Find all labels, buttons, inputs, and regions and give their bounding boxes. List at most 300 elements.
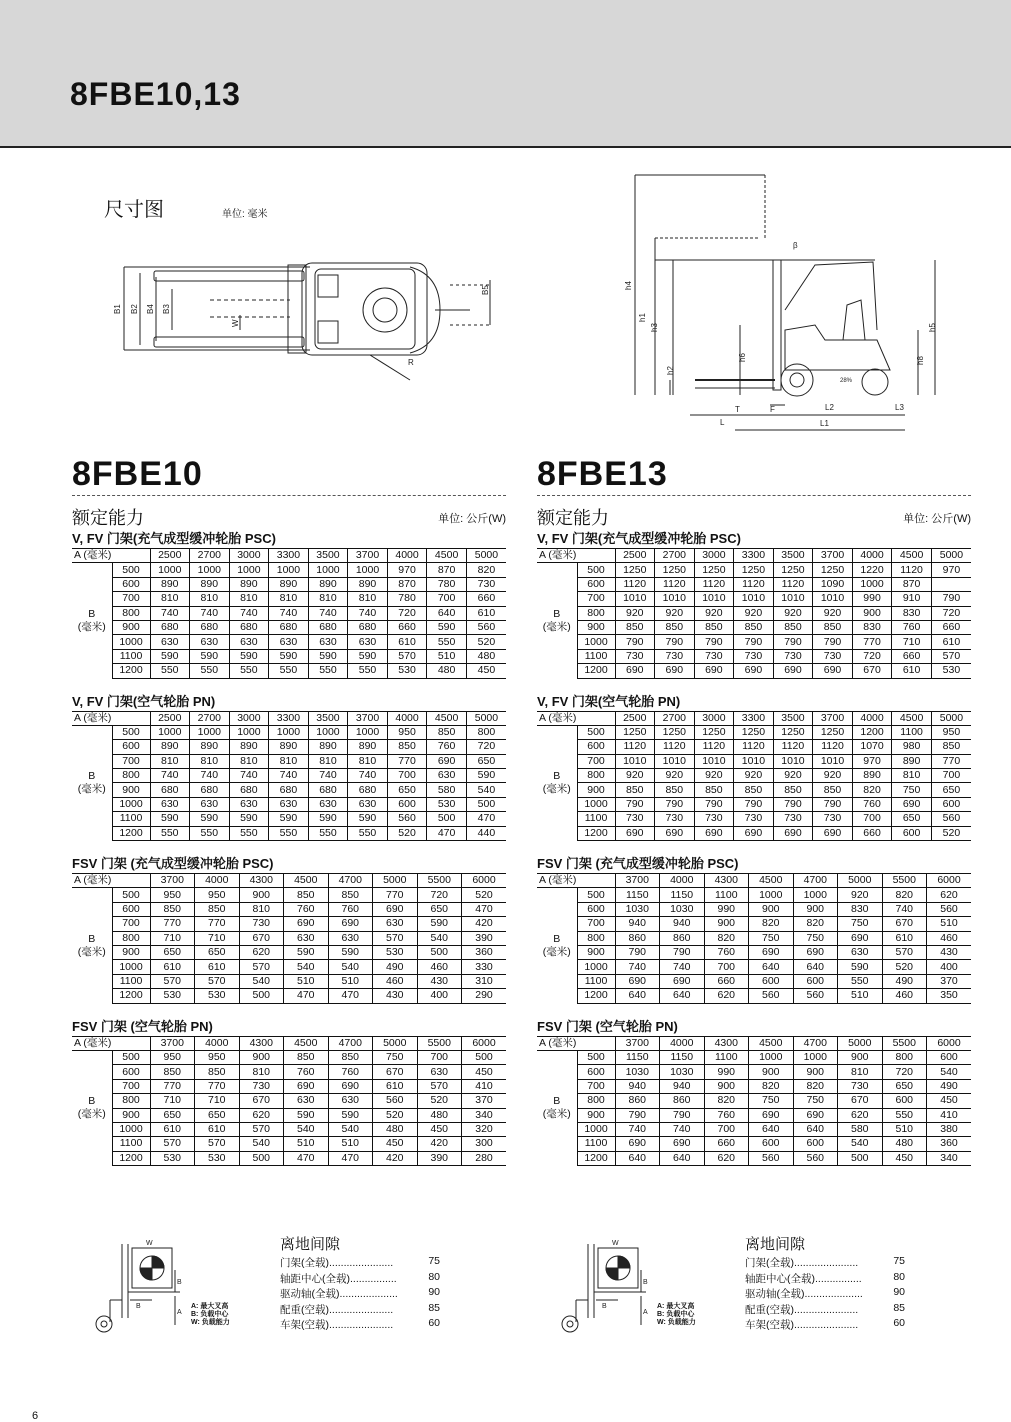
capacity-cell: 620	[704, 1151, 749, 1165]
capacity-cell: 740	[308, 606, 348, 620]
capacity-cell: 900	[793, 902, 838, 916]
capacity-cell: 790	[655, 635, 695, 649]
capacity-cell: 690	[773, 664, 813, 678]
capacity-cell: 570	[239, 960, 284, 974]
capacity-cell: 970	[852, 754, 892, 768]
capacity-cell: 710	[150, 1094, 195, 1108]
b-header	[537, 563, 577, 678]
capacity-cell: 810	[239, 902, 284, 916]
capacity-cell: 470	[328, 1151, 373, 1165]
column-header: 4700	[793, 1036, 838, 1050]
capacity-cell: 740	[269, 606, 309, 620]
b-header	[537, 1050, 577, 1165]
capacity-cell: 920	[838, 888, 883, 902]
capacity-cell: 920	[773, 769, 813, 783]
b-value: 1000	[577, 960, 615, 974]
capacity-cell: 640	[749, 960, 794, 974]
column-header: 3700	[813, 549, 853, 563]
column-header: 4300	[239, 874, 284, 888]
capacity-cell: 1120	[734, 577, 774, 591]
label-h1: h1	[638, 313, 647, 322]
capacity-cell: 550	[190, 664, 230, 678]
column-header: 4500	[749, 1036, 794, 1050]
column-header: 5500	[417, 1036, 462, 1050]
column-header: 5000	[373, 874, 418, 888]
capacity-cell: 600	[749, 1137, 794, 1151]
table-row	[72, 931, 506, 945]
capacity-cell: 500	[417, 945, 462, 959]
legend-b-key: B:	[191, 1311, 199, 1318]
capacity-cell: 810	[150, 754, 190, 768]
capacity-cell: 610	[931, 635, 971, 649]
column-header: 3700	[813, 711, 853, 725]
b-value: 900	[112, 945, 150, 959]
table-row	[537, 563, 971, 577]
capacity-cell: 550	[348, 826, 388, 840]
b-value: 500	[577, 888, 615, 902]
b-value: 800	[112, 769, 150, 783]
capacity-cell: 520	[882, 960, 927, 974]
clearance-label: 轴距中心(全载)................	[280, 1272, 397, 1285]
capacity-cell: 630	[838, 945, 883, 959]
column-header: 5000	[931, 711, 971, 725]
capacity-cell: 790	[615, 635, 655, 649]
capacity-cell: 1100	[704, 1050, 749, 1064]
capacity-cell: 630	[417, 1065, 462, 1079]
capacity-cell: 720	[387, 606, 427, 620]
legend-w-key: W:	[657, 1319, 666, 1326]
capacity-cell: 1010	[615, 754, 655, 768]
capacity-cell: 510	[427, 649, 467, 663]
clearance-row	[280, 1317, 440, 1333]
capacity-cell: 1000	[190, 725, 230, 739]
column-header: 4300	[704, 874, 749, 888]
capacity-cell: 550	[150, 664, 190, 678]
capacity-cell: 590	[348, 812, 388, 826]
capacity-cell: 890	[229, 740, 269, 754]
column-header: 4500	[892, 549, 932, 563]
b-value: 1000	[112, 960, 150, 974]
side-view-diagram	[615, 170, 945, 435]
clearance-row	[280, 1271, 440, 1287]
capacity-unit: 单位: 公斤(W)	[903, 513, 971, 525]
dimension-title: 尺寸图	[104, 199, 164, 221]
capacity-cell: 560	[931, 812, 971, 826]
clearance-title: 离地间隙	[745, 1236, 806, 1253]
column-header: 3700	[348, 711, 388, 725]
capacity-cell: 510	[882, 1122, 927, 1136]
capacity-cell: 680	[308, 783, 348, 797]
capacity-cell: 760	[284, 1065, 329, 1079]
column-header: 4000	[387, 711, 427, 725]
capacity-cell: 590	[269, 812, 309, 826]
capacity-cell: 610	[387, 635, 427, 649]
table-row	[72, 635, 506, 649]
capacity-table-block	[72, 530, 506, 679]
capacity-cell: 970	[387, 563, 427, 577]
b-value: 900	[577, 945, 615, 959]
capacity-cell: 510	[284, 974, 329, 988]
column-header: 3500	[308, 549, 348, 563]
model-name: 8FBE10	[72, 455, 203, 493]
a-header: A (毫米)	[72, 1036, 150, 1050]
column-header: 4700	[328, 1036, 373, 1050]
capacity-cell: 750	[793, 1094, 838, 1108]
capacity-cell: 1000	[308, 563, 348, 577]
capacity-cell: 320	[462, 1122, 507, 1136]
capacity-cell: 830	[852, 620, 892, 634]
capacity-cell: 600	[793, 1137, 838, 1151]
capacity-cell: 920	[615, 769, 655, 783]
label-b1: B1	[113, 304, 122, 314]
b-header	[72, 725, 112, 840]
capacity-cell: 700	[704, 1122, 749, 1136]
capacity-cell: 540	[239, 1137, 284, 1151]
b-value: 1100	[577, 1137, 615, 1151]
table-row	[72, 1122, 506, 1136]
capacity-cell: 550	[348, 664, 388, 678]
label-l1: L1	[820, 419, 829, 428]
clearance-value: 75	[893, 1255, 905, 1267]
capacity-cell: 660	[704, 974, 749, 988]
capacity-cell: 1090	[813, 577, 853, 591]
legend-left	[90, 1240, 250, 1335]
b-value: 500	[577, 563, 615, 577]
b-value: 800	[112, 1094, 150, 1108]
capacity-cell: 1030	[660, 1065, 705, 1079]
capacity-cell: 740	[660, 1122, 705, 1136]
column-header: 6000	[462, 874, 507, 888]
b-value: 1100	[577, 649, 615, 663]
capacity-cell: 800	[466, 725, 506, 739]
capacity-cell: 790	[773, 635, 813, 649]
b-unit: (毫米)	[77, 1108, 106, 1121]
capacity-cell: 520	[387, 826, 427, 840]
capacity-cell: 700	[387, 769, 427, 783]
capacity-cell: 540	[927, 1065, 972, 1079]
capacity-cell: 360	[462, 945, 507, 959]
capacity-cell: 650	[195, 1108, 240, 1122]
capacity-cell: 1120	[694, 577, 734, 591]
page-title: 8FBE10,13	[70, 76, 241, 112]
capacity-cell: 530	[931, 664, 971, 678]
capacity-cell: 560	[466, 620, 506, 634]
capacity-cell: 690	[284, 917, 329, 931]
capacity-cell: 530	[150, 1151, 195, 1165]
capacity-cell: 770	[195, 1079, 240, 1093]
capacity-cell: 540	[284, 960, 329, 974]
capacity-cell: 890	[308, 577, 348, 591]
capacity-cell: 530	[427, 797, 467, 811]
capacity-cell: 710	[892, 635, 932, 649]
table-row	[537, 1137, 971, 1151]
capacity-cell: 890	[229, 577, 269, 591]
capacity-cell: 410	[462, 1079, 507, 1093]
b-value: 1000	[112, 797, 150, 811]
b-label: B	[88, 1095, 96, 1108]
capacity-cell: 580	[838, 1122, 883, 1136]
column-header: 2700	[655, 711, 695, 725]
table-row	[72, 1079, 506, 1093]
capacity-cell: 600	[892, 826, 932, 840]
legend-a-key: A:	[657, 1303, 665, 1310]
capacity-unit: 单位: 公斤(W)	[438, 513, 506, 525]
table-row	[537, 783, 971, 797]
dimension-unit: 单位: 毫米	[222, 209, 268, 220]
capacity-cell: 820	[704, 931, 749, 945]
capacity-header	[72, 496, 506, 528]
capacity-cell: 550	[229, 664, 269, 678]
capacity-cell: 530	[195, 1151, 240, 1165]
column-header: 3700	[348, 549, 388, 563]
capacity-cell: 710	[195, 1094, 240, 1108]
column-header: 3700	[615, 874, 660, 888]
table-row	[537, 1151, 971, 1165]
clearance-value: 85	[893, 1301, 905, 1314]
b-label: B	[553, 1095, 561, 1108]
capacity-cell: 850	[195, 1065, 240, 1079]
capacity-cell: 500	[838, 1151, 883, 1165]
clearance-value: 90	[893, 1286, 905, 1298]
b-value: 500	[112, 888, 150, 902]
b-value: 900	[112, 783, 150, 797]
capacity-cell: 1070	[852, 740, 892, 754]
capacity-cell: 900	[239, 1050, 284, 1064]
b-header	[72, 563, 112, 678]
capacity-cell: 1250	[694, 725, 734, 739]
capacity-cell: 860	[660, 1094, 705, 1108]
capacity-cell: 850	[150, 902, 195, 916]
capacity-cell: 990	[852, 592, 892, 606]
table-row	[537, 769, 971, 783]
capacity-cell: 670	[239, 1094, 284, 1108]
table-row	[72, 620, 506, 634]
b-value: 700	[112, 1079, 150, 1093]
column-header: 4000	[852, 549, 892, 563]
a-header: A (毫米)	[537, 1036, 615, 1050]
b-value: 1100	[112, 649, 150, 663]
capacity-cell: 600	[749, 974, 794, 988]
table-row	[72, 1151, 506, 1165]
capacity-cell: 1250	[615, 725, 655, 739]
capacity-cell: 690	[660, 1137, 705, 1151]
capacity-cell: 890	[269, 740, 309, 754]
capacity-cell: 740	[229, 769, 269, 783]
b-value: 1200	[112, 989, 150, 1003]
capacity-cell: 620	[239, 945, 284, 959]
capacity-cell: 640	[749, 1122, 794, 1136]
capacity-cell: 490	[373, 960, 418, 974]
capacity-cell: 630	[269, 635, 309, 649]
page-number: 6	[32, 1410, 39, 1422]
b-value: 900	[577, 1108, 615, 1122]
capacity-cell: 590	[308, 812, 348, 826]
table-row	[537, 1050, 971, 1064]
capacity-table	[537, 1036, 971, 1167]
column-header: 4700	[793, 874, 838, 888]
capacity-cell: 730	[655, 812, 695, 826]
capacity-cell: 450	[417, 1122, 462, 1136]
b-value: 600	[577, 1065, 615, 1079]
label-h6: h6	[738, 353, 747, 362]
capacity-cell: 450	[373, 1137, 418, 1151]
legend-b-label-2: B	[602, 1303, 607, 1310]
capacity-cell: 390	[417, 1151, 462, 1165]
capacity-cell: 530	[373, 945, 418, 959]
capacity-cell: 280	[462, 1151, 507, 1165]
b-value: 800	[577, 1094, 615, 1108]
capacity-cell: 1120	[813, 740, 853, 754]
capacity-cell: 740	[615, 960, 660, 974]
capacity-cell: 850	[694, 620, 734, 634]
clearance-row	[745, 1271, 905, 1287]
capacity-cell: 370	[927, 974, 972, 988]
capacity-cell: 920	[773, 606, 813, 620]
capacity-cell: 540	[328, 960, 373, 974]
column-header: 5500	[417, 874, 462, 888]
table-row	[537, 960, 971, 974]
capacity-cell: 1000	[190, 563, 230, 577]
capacity-cell: 850	[328, 888, 373, 902]
a-header: A (毫米)	[537, 549, 615, 563]
capacity-cell: 890	[150, 740, 190, 754]
capacity-cell: 750	[892, 783, 932, 797]
capacity-cell: 1250	[655, 725, 695, 739]
b-label: B	[553, 932, 561, 945]
capacity-cell: 690	[749, 945, 794, 959]
b-header	[72, 888, 112, 1003]
capacity-cell: 790	[694, 797, 734, 811]
capacity-cell: 850	[734, 620, 774, 634]
table-row	[537, 577, 971, 591]
capacity-cell: 660	[387, 620, 427, 634]
capacity-cell: 770	[150, 917, 195, 931]
capacity-cell: 420	[462, 917, 507, 931]
column-header: 6000	[927, 1036, 972, 1050]
legend-a-label: A	[177, 1309, 182, 1316]
label-f: F	[770, 405, 775, 414]
b-unit: (毫米)	[542, 945, 571, 958]
table-row	[537, 1065, 971, 1079]
legend-right	[556, 1240, 716, 1335]
table-row	[72, 783, 506, 797]
capacity-cell: 610	[195, 960, 240, 974]
capacity-cell: 810	[348, 592, 388, 606]
capacity-cell: 760	[427, 740, 467, 754]
capacity-cell: 670	[239, 931, 284, 945]
capacity-cell: 690	[734, 664, 774, 678]
column-header: 4300	[704, 1036, 749, 1050]
b-label: B	[553, 770, 561, 783]
capacity-cell: 570	[195, 974, 240, 988]
capacity-cell: 900	[704, 1079, 749, 1093]
table-row	[72, 1050, 506, 1064]
capacity-cell: 540	[239, 974, 284, 988]
capacity-cell: 1000	[348, 563, 388, 577]
column-header: 4500	[427, 549, 467, 563]
capacity-cell: 790	[615, 1108, 660, 1122]
capacity-cell: 920	[694, 606, 734, 620]
capacity-cell: 740	[882, 902, 927, 916]
capacity-cell: 610	[195, 1122, 240, 1136]
capacity-cell: 590	[229, 812, 269, 826]
label-l3: L3	[895, 403, 904, 412]
b-value: 700	[577, 1079, 615, 1093]
capacity-cell: 1150	[660, 1050, 705, 1064]
capacity-table	[537, 548, 971, 679]
capacity-table-block	[72, 693, 506, 842]
column-header: 4000	[852, 711, 892, 725]
column-header: 3300	[734, 711, 774, 725]
table-title: FSV 门架 (充气成型缓冲轮胎 PSC)	[537, 856, 739, 872]
capacity-cell: 1000	[749, 888, 794, 902]
capacity-cell: 810	[229, 754, 269, 768]
capacity-cell: 900	[793, 1065, 838, 1079]
capacity-cell: 1120	[615, 577, 655, 591]
legend-a-label: A	[643, 1309, 648, 1316]
clearance-title: 离地间隙	[280, 1236, 341, 1253]
capacity-cell: 760	[704, 1108, 749, 1122]
capacity-cell: 470	[284, 1151, 329, 1165]
load-center-diagram	[556, 1240, 651, 1335]
capacity-cell: 420	[373, 1151, 418, 1165]
capacity-cell: 660	[852, 826, 892, 840]
column-header: 2500	[615, 549, 655, 563]
capacity-cell: 490	[882, 974, 927, 988]
capacity-cell: 690	[813, 826, 853, 840]
capacity-cell: 820	[793, 917, 838, 931]
capacity-cell: 570	[931, 649, 971, 663]
table-row	[72, 917, 506, 931]
b-value: 1100	[112, 1137, 150, 1151]
capacity-cell: 940	[615, 917, 660, 931]
capacity-cell: 680	[190, 783, 230, 797]
capacity-cell: 730	[694, 649, 734, 663]
capacity-cell: 690	[615, 826, 655, 840]
table-row	[72, 1108, 506, 1122]
capacity-cell: 690	[284, 1079, 329, 1093]
label-beta: β	[793, 241, 798, 250]
capacity-table	[537, 711, 971, 842]
capacity-cell: 1200	[852, 725, 892, 739]
capacity-table-block	[72, 855, 506, 1004]
capacity-cell: 610	[882, 931, 927, 945]
capacity-cell: 680	[308, 620, 348, 634]
capacity-cell: 1120	[773, 740, 813, 754]
table-row	[537, 649, 971, 663]
capacity-cell: 1250	[655, 563, 695, 577]
capacity-cell: 820	[852, 783, 892, 797]
capacity-cell: 890	[269, 577, 309, 591]
capacity-cell: 450	[462, 1065, 507, 1079]
capacity-cell: 470	[284, 989, 329, 1003]
a-header: A (毫米)	[72, 874, 150, 888]
capacity-cell: 850	[387, 740, 427, 754]
label-h8: h8	[916, 356, 925, 365]
capacity-cell: 730	[838, 1079, 883, 1093]
capacity-cell: 590	[348, 649, 388, 663]
capacity-cell: 480	[417, 1108, 462, 1122]
capacity-cell: 700	[852, 812, 892, 826]
capacity-cell: 630	[284, 931, 329, 945]
b-unit: (毫米)	[77, 783, 106, 796]
capacity-cell: 590	[284, 1108, 329, 1122]
capacity-cell: 790	[773, 797, 813, 811]
label-b5: B5	[481, 285, 490, 295]
table-row	[72, 649, 506, 663]
capacity-cell: 740	[348, 769, 388, 783]
b-value: 1000	[112, 635, 150, 649]
